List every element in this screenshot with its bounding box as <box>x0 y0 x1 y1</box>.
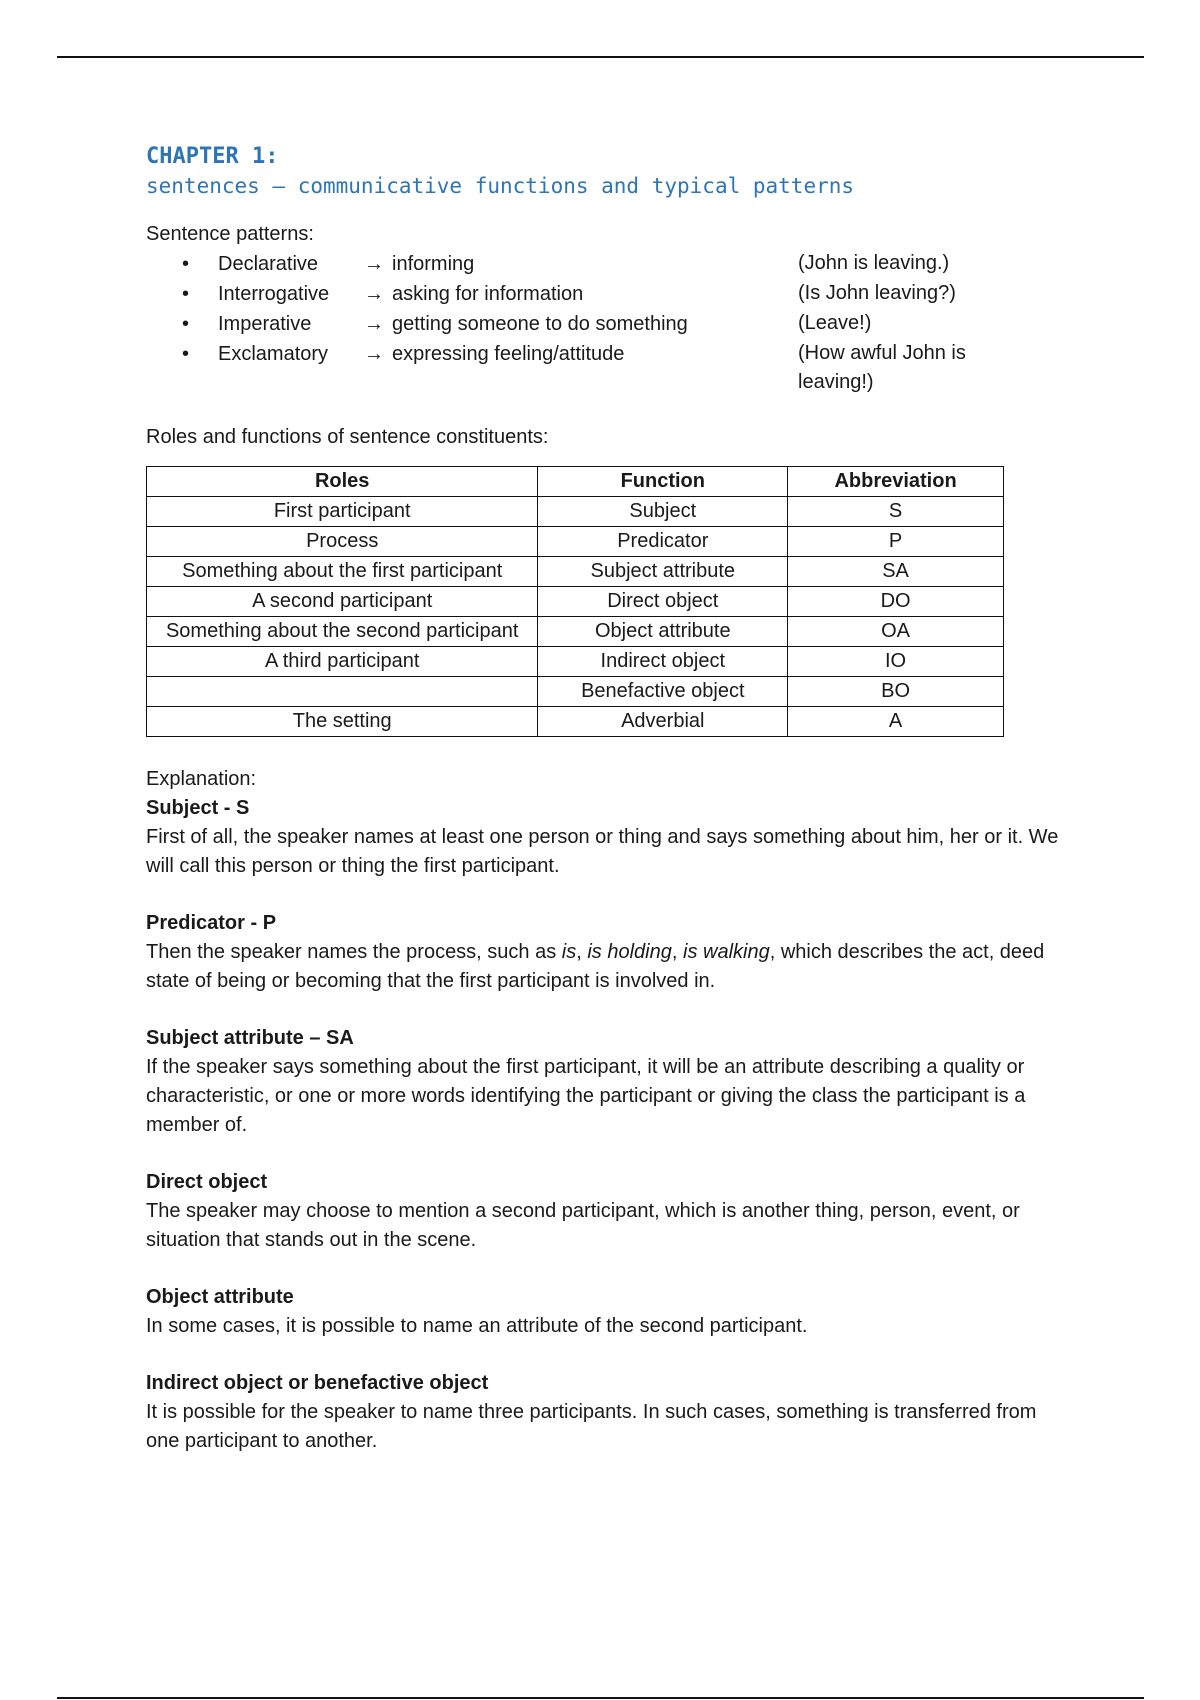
table-row <box>147 707 1004 737</box>
bullet-icon: • <box>182 343 190 365</box>
column-header-function: Function <box>538 467 788 497</box>
table-row <box>147 527 1004 557</box>
pattern-example: (Is John leaving?) <box>798 282 956 304</box>
pattern-example: (John is leaving.) <box>798 252 950 274</box>
table-row <box>147 647 1004 677</box>
function-cell: Object attribute <box>538 617 788 647</box>
separator: , <box>576 941 588 963</box>
direct-object-heading: Direct object <box>146 1171 268 1193</box>
indirect-object-section <box>146 1369 1066 1456</box>
column-header-roles: Roles <box>147 467 538 497</box>
roles-table <box>146 466 1004 737</box>
direct-object-section <box>146 1168 1066 1255</box>
bottom-rule <box>57 1697 1144 1699</box>
pattern-example: (Leave!) <box>798 312 872 334</box>
roles-label: Roles and functions of sentence constituents: <box>146 426 549 448</box>
indirect-object-heading: Indirect object or benefactive object <box>146 1372 489 1394</box>
predicator-section <box>146 909 1066 996</box>
example-is: is <box>561 941 577 963</box>
arrow-right-icon: → <box>364 253 384 275</box>
pattern-type: Exclamatory <box>218 343 329 365</box>
abbreviation-cell: DO <box>788 587 1004 617</box>
role-cell: Process <box>147 527 538 557</box>
pattern-type: Imperative <box>218 313 312 335</box>
role-cell: Something about the first participant <box>147 557 538 587</box>
function-cell: Predicator <box>538 527 788 557</box>
list-item <box>146 279 1066 309</box>
abbreviation-cell: S <box>788 497 1004 527</box>
top-rule <box>57 56 1144 58</box>
table-row <box>147 677 1004 707</box>
column-header-abbreviation: Abbreviation <box>788 467 1004 497</box>
function-cell: Indirect object <box>538 647 788 677</box>
pattern-function: getting someone to do something <box>392 313 688 335</box>
abbreviation-cell: BO <box>788 677 1004 707</box>
bullet-icon: • <box>182 283 190 305</box>
patterns-label: Sentence patterns: <box>146 223 314 245</box>
patterns-list <box>146 249 1066 397</box>
list-item <box>146 339 1066 397</box>
chapter-subtitle: sentences – communicative functions and typical patterns <box>146 174 855 198</box>
role-cell: Something about the second participant <box>147 617 538 647</box>
pattern-function: expressing feeling/attitude <box>392 343 625 365</box>
pattern-example: (How awful John is leaving!) <box>798 342 966 393</box>
subject-heading: Subject - S <box>146 797 250 819</box>
arrow-right-icon: → <box>364 283 384 305</box>
role-cell: A second participant <box>147 587 538 617</box>
function-cell: Direct object <box>538 587 788 617</box>
pattern-function: informing <box>392 253 475 275</box>
function-cell: Adverbial <box>538 707 788 737</box>
subject-text: First of all, the speaker names at least one person or thing and says something about him, her or it. We will call this person or thing the first participant. <box>146 826 1059 877</box>
abbreviation-cell: A <box>788 707 1004 737</box>
role-cell: The setting <box>147 707 538 737</box>
table-row <box>147 557 1004 587</box>
subject-attribute-section <box>146 1024 1066 1140</box>
subject-attribute-text: If the speaker says something about the first participant, it will be an attribute describing a quality or characteristic, or one or more words identifying the participant or giving the class the participant is a member of. <box>146 1056 1026 1136</box>
explanation-label: Explanation: <box>146 768 257 790</box>
pattern-type: Declarative <box>218 253 319 275</box>
list-item <box>146 249 1066 279</box>
role-cell: A third participant <box>147 647 538 677</box>
explanation-section <box>146 765 1066 881</box>
chapter-title: CHAPTER 1: <box>146 144 279 169</box>
function-cell: Subject attribute <box>538 557 788 587</box>
predicator-text <box>146 938 1066 996</box>
pattern-function: asking for information <box>392 283 584 305</box>
predicator-text-before: Then the speaker names the process, such as <box>146 941 562 963</box>
abbreviation-cell: OA <box>788 617 1004 647</box>
document-page <box>146 142 1066 1456</box>
object-attribute-text: In some cases, it is possible to name an attribute of the second participant. <box>146 1315 808 1337</box>
function-cell: Subject <box>538 497 788 527</box>
abbreviation-cell: IO <box>788 647 1004 677</box>
example-is-holding: is holding <box>587 941 672 963</box>
subject-attribute-heading: Subject attribute – SA <box>146 1027 354 1049</box>
predicator-heading: Predicator - P <box>146 912 277 934</box>
direct-object-text: The speaker may choose to mention a second participant, which is another thing, person, event, or situation that stands out in the scene. <box>146 1200 1020 1251</box>
pattern-type: Interrogative <box>218 283 330 305</box>
table-header-row <box>147 467 1004 497</box>
predicator-text-after: , which describes the act, deed state of being or becoming that the first participant is involved in. <box>146 941 1045 992</box>
object-attribute-section <box>146 1283 1066 1341</box>
indirect-object-text: It is possible for the speaker to name three participants. In such cases, something is transferred from one participant to another. <box>146 1401 1037 1452</box>
list-item <box>146 309 1066 339</box>
arrow-right-icon: → <box>364 343 384 365</box>
bullet-icon: • <box>182 253 190 275</box>
example-is-walking: is walking <box>683 941 770 963</box>
abbreviation-cell: P <box>788 527 1004 557</box>
abbreviation-cell: SA <box>788 557 1004 587</box>
bullet-icon: • <box>182 313 190 335</box>
role-cell <box>147 677 538 707</box>
arrow-right-icon: → <box>364 313 384 335</box>
object-attribute-heading: Object attribute <box>146 1286 294 1308</box>
separator: , <box>671 941 683 963</box>
table-row <box>147 617 1004 647</box>
function-cell: Benefactive object <box>538 677 788 707</box>
role-cell: First participant <box>147 497 538 527</box>
table-row <box>147 587 1004 617</box>
table-row <box>147 497 1004 527</box>
